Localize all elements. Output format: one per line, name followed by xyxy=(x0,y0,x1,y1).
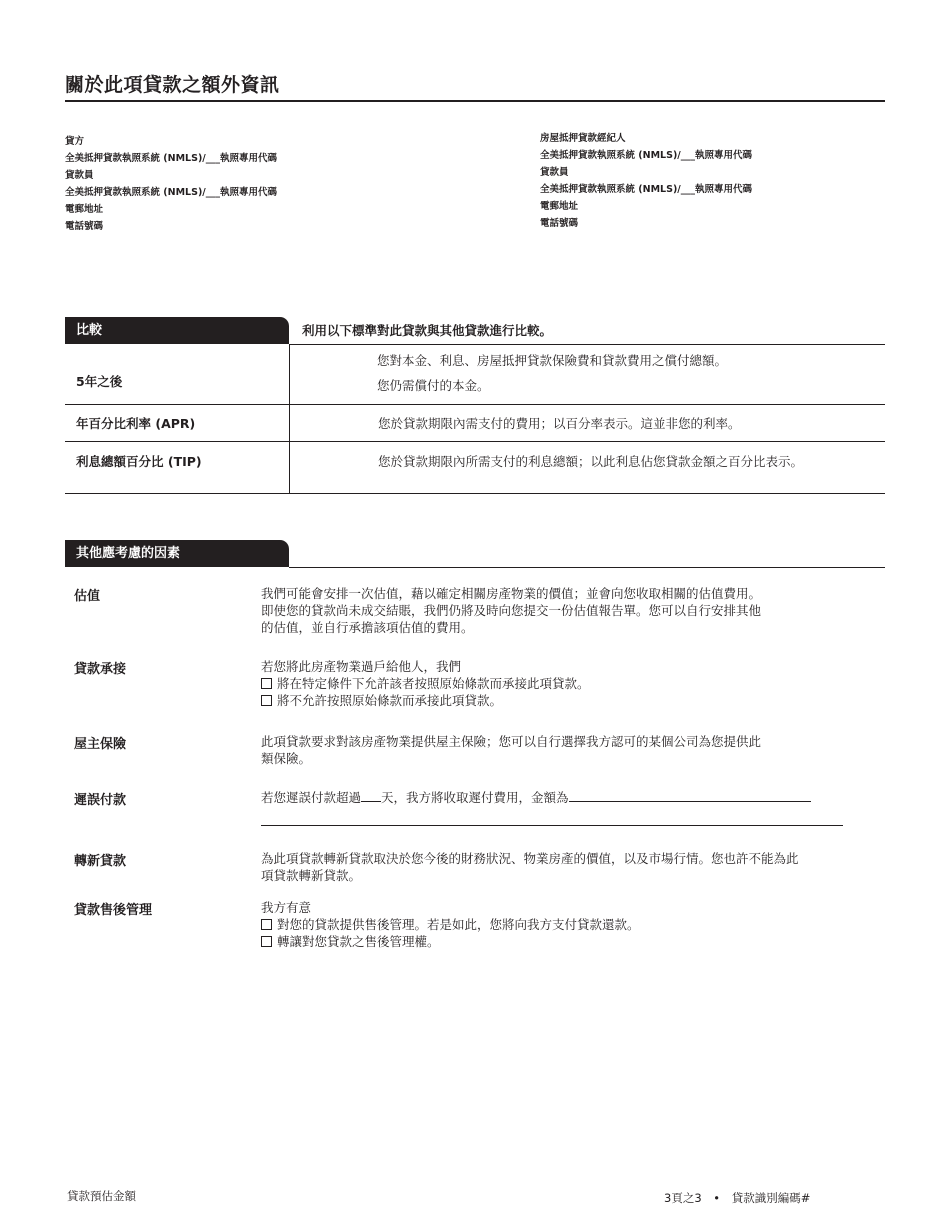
servicing-service-label: 對您的貸款提供售後管理。若是如此，您將向我方支付貸款還款。 xyxy=(277,917,640,932)
comparison-label-5-years: 5年之後 xyxy=(76,374,123,389)
late-payment-line xyxy=(261,789,811,806)
assumption-allow-label: 將在特定條件下允許該者按照原始條款而承接此項貸款。 xyxy=(277,676,590,691)
broker-email-label: 電郵地址 xyxy=(540,201,579,212)
assumption-option-allow xyxy=(261,675,590,692)
servicing-text xyxy=(261,899,640,950)
lender-loan-officer-label: 貸款員 xyxy=(65,170,94,181)
servicing-service-checkbox[interactable] xyxy=(261,919,272,930)
assumption-deny-label: 將不允許按照原始條款而承接此項貸款。 xyxy=(277,693,503,708)
comparisons-top-rule xyxy=(289,344,885,345)
lender-officer-nmls-label: 全美抵押貸款執照系統 (NMLS)/___執照專用代碼 xyxy=(65,187,278,198)
servicing-intro: 我方有意 xyxy=(261,900,312,915)
homeowners-insurance-line: 此項貸款要求對該房產物業提供屋主保險；您可以自行選擇我方認可的某個公司為您提供此 xyxy=(261,734,762,749)
appraisal-text xyxy=(261,585,761,636)
appraisal-line: 的估值，並自行承擔該項估值的費用。 xyxy=(261,620,474,635)
footer-separator: • xyxy=(713,1191,721,1205)
footer-left-label: 貸款預估金額 xyxy=(67,1189,136,1203)
comparison-text-tip: 您於貸款期限內所需支付的利息總額；以此利息佔您貸款金額之百分比表示。 xyxy=(378,454,804,469)
late-fee-field[interactable] xyxy=(569,801,811,802)
comparison-text-5-years-principal: 您仍需償付的本金。 xyxy=(377,378,490,393)
late-days-field[interactable] xyxy=(361,801,381,802)
lender-nmls-label: 全美抵押貸款執照系統 (NMLS)/___執照專用代碼 xyxy=(65,153,278,164)
late-payment-text xyxy=(261,789,811,806)
servicing-label: 貸款售後管理 xyxy=(74,903,153,918)
homeowners-insurance-label: 屋主保險 xyxy=(74,737,127,752)
title-divider xyxy=(65,100,885,102)
appraisal-label: 估值 xyxy=(74,589,101,604)
broker-phone-label: 電話號碼 xyxy=(540,218,579,229)
servicing-option-service xyxy=(261,916,640,933)
homeowners-insurance-text xyxy=(261,733,761,767)
assumption-option-deny xyxy=(261,692,590,709)
comparison-label-tip: 利息總額百分比 (TIP) xyxy=(76,454,202,469)
comparisons-column-divider xyxy=(289,344,290,493)
broker-contact-block xyxy=(540,130,752,232)
broker-officer-nmls-label: 全美抵押貸款執照系統 (NMLS)/___執照專用代碼 xyxy=(540,184,753,195)
appraisal-line: 我們可能會安排一次估值，藉以確定相關房產物業的價值；並會向您收取相關的估值費用。 xyxy=(261,586,762,601)
assumption-label: 貸款承接 xyxy=(74,662,127,677)
servicing-transfer-checkbox[interactable] xyxy=(261,936,272,947)
footer-right xyxy=(664,1190,810,1206)
broker-label: 房屋抵押貸款經紀人 xyxy=(540,133,626,144)
assumption-allow-checkbox[interactable] xyxy=(261,678,272,689)
other-considerations-tab: 其他應考慮的因素 xyxy=(65,540,289,567)
comparison-label-apr: 年百分比利率 (APR) xyxy=(76,416,196,431)
lender-email-label: 電郵地址 xyxy=(65,204,104,215)
lender-label: 貸方 xyxy=(65,136,85,147)
refinance-label: 轉新貸款 xyxy=(74,854,127,869)
late-fee-continuation-line[interactable] xyxy=(261,825,843,826)
appraisal-line: 即使您的貸款尚未成交結賬，我們仍將及時向您提交一份估值報告單。您可以自行安排其他 xyxy=(261,603,762,618)
homeowners-insurance-line: 類保險。 xyxy=(261,751,312,766)
lender-phone-label: 電話號碼 xyxy=(65,221,104,232)
refinance-text xyxy=(261,850,799,884)
assumption-deny-checkbox[interactable] xyxy=(261,695,272,706)
servicing-transfer-label: 轉讓對您貸款之售後管理權。 xyxy=(277,934,440,949)
page-title: 關於此項貸款之額外資訊 xyxy=(65,74,280,96)
comparisons-tab: 比較 xyxy=(65,317,289,344)
footer-loan-id-label: 貸款識別編碼# xyxy=(731,1191,811,1205)
broker-nmls-label: 全美抵押貸款執照系統 (NMLS)/___執照專用代碼 xyxy=(540,150,753,161)
refinance-line: 項貸款轉新貸款。 xyxy=(261,868,362,883)
late-payment-label: 遲誤付款 xyxy=(74,793,127,808)
refinance-line: 為此項貸款轉新貸款取決於您今後的財務狀況、物業房產的價值，以及市場行情。您也許不能為此 xyxy=(261,851,799,866)
comparisons-row-divider xyxy=(65,441,885,442)
comparisons-heading: 利用以下標準對此貸款與其他貸款進行比較。 xyxy=(302,323,553,338)
lender-contact-block xyxy=(65,133,277,235)
other-considerations-top-rule xyxy=(289,567,885,568)
assumption-text xyxy=(261,658,590,709)
servicing-option-transfer xyxy=(261,933,640,950)
comparison-text-apr: 您於貸款期限內需支付的費用；以百分率表示。這並非您的利率。 xyxy=(378,416,741,431)
comparison-text-5-years-total: 您對本金、利息、房屋抵押貸款保險費和貸款費用之償付總額。 xyxy=(377,353,728,368)
comparisons-row-divider xyxy=(65,404,885,405)
late-payment-text-middle: 天，我方將收取遲付費用，金額為 xyxy=(381,790,569,805)
assumption-intro: 若您將此房產物業過戶給他人，我們 xyxy=(261,659,462,674)
footer-page-number: 3頁之3 xyxy=(664,1191,702,1205)
comparisons-bottom-rule xyxy=(65,493,885,494)
late-payment-text-before: 若您遲誤付款超過 xyxy=(261,790,362,805)
broker-loan-officer-label: 貸款員 xyxy=(540,167,569,178)
